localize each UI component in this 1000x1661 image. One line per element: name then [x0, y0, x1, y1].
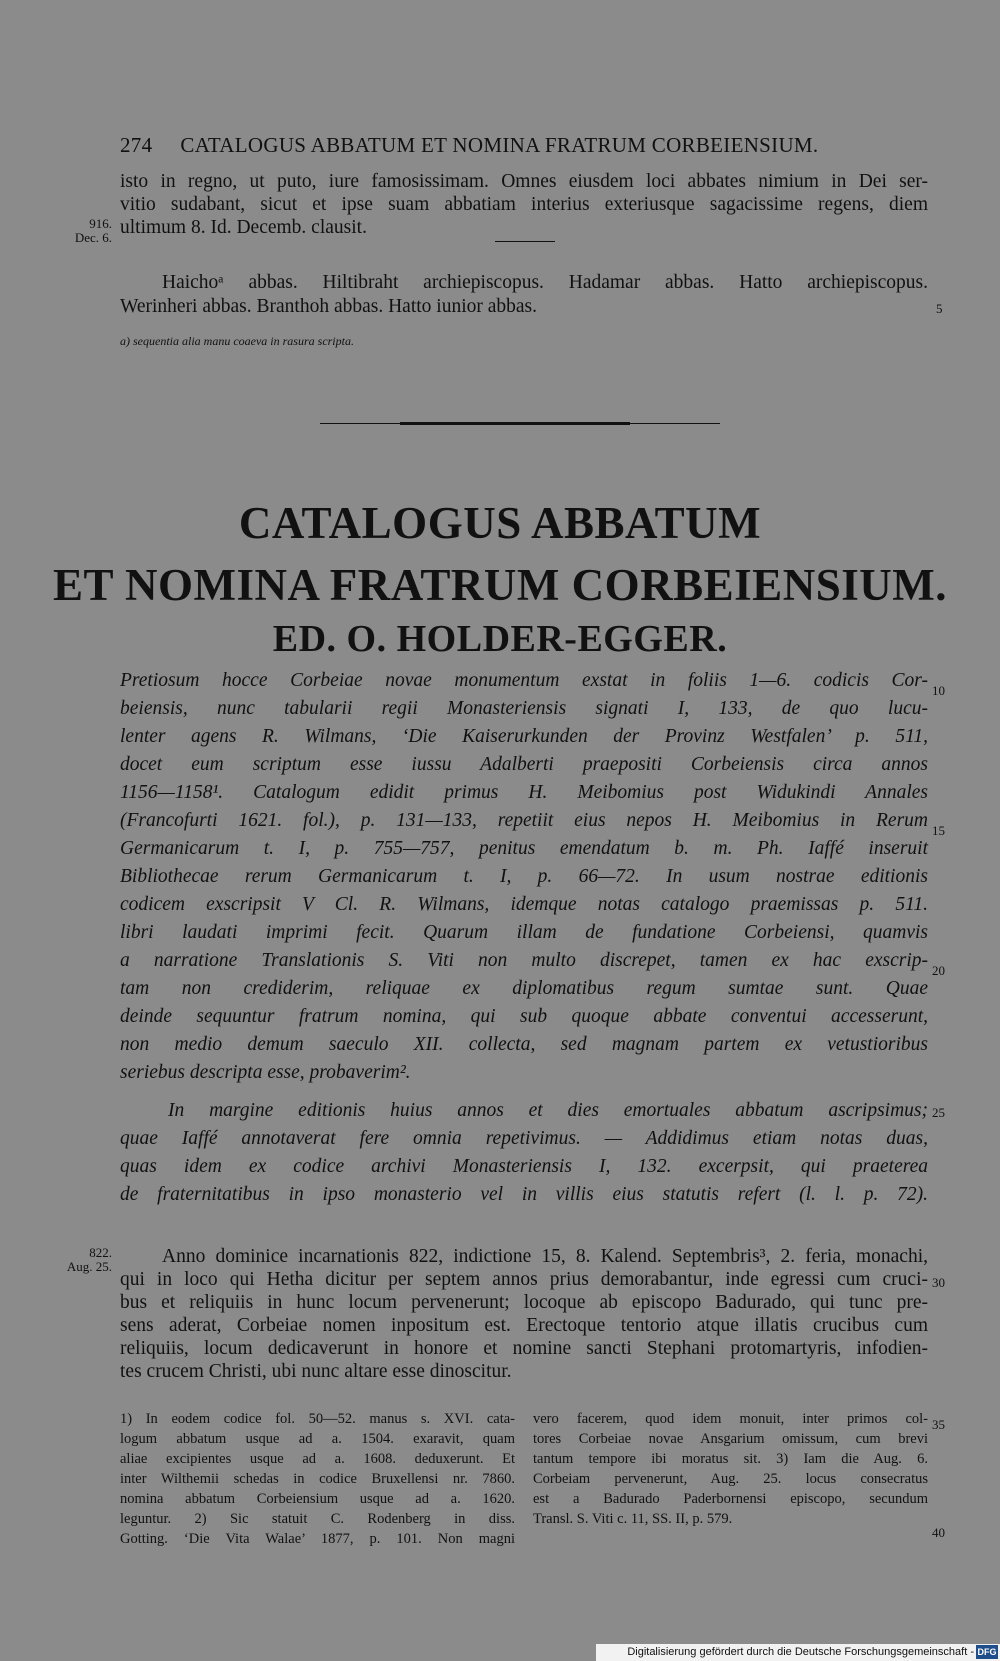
footnote-line: nomina abbatum Corbeiensium usque ad a. 1620. [120, 1491, 515, 1507]
preface-line: 1156—1158¹. Catalogum edidit primus H. Meibomius post Widukindi Annales [120, 782, 928, 803]
main-line: Anno dominice incarnationis 822, indictione 15, 8. Kalend. Septembris³, 2. feria, monachi, [162, 1246, 928, 1267]
line-number: 20 [932, 963, 945, 978]
line-number: 35 [932, 1417, 945, 1432]
footnote-line: Gotting. ‘Die Vita Walae’ 1877, p. 101. Non magni [120, 1531, 515, 1547]
footnote-line: vero facerem, quod idem monuit, inter primos col- [533, 1411, 928, 1427]
footnote-line: aliae excipientes usque ad a. 1608. deduxerunt. Et [120, 1451, 515, 1467]
main-line: reliquiis, locum dedicaverunt in honore et nomine sancti Stephani protomartyris, infodien- [120, 1338, 928, 1359]
footnote-line: 1) In eodem codice fol. 50—52. manus s. XVI. cata- [120, 1411, 515, 1427]
line-number: 15 [932, 823, 945, 838]
preface-line: non medio demum saeculo XII. collecta, sed magnam partem ex vetustioribus [120, 1034, 928, 1055]
title-rule-thick [400, 422, 630, 425]
prev-text-line: ultimum 8. Id. Decemb. clausit. [120, 217, 367, 238]
preface-line: de fraternitatibus in ipso monasterio vel in villis eius statutis refert (l. l. p. 72). [120, 1184, 928, 1205]
main-line: tes crucem Christi, ubi nunc altare esse dinoscitur. [120, 1361, 512, 1382]
footnote-line: est a Badurado Paderbornensi episcopo, secundum [533, 1491, 928, 1507]
preface-line: lenter agens R. Wilmans, ‘Die Kaiserurkunden der Provinz Westfalen’ p. 511, [120, 726, 928, 747]
main-line: qui in loco qui Hetha dicitur per septem annos prius demorabantur, inde egressi cum cruci- [120, 1269, 928, 1290]
preface-line: Pretiosum hocce Corbeiae novae monumentum exstat in foliis 1—6. codicis Cor- [120, 670, 928, 691]
margin-year: 916. [89, 216, 112, 231]
names-line: Haichoᵃ abbas. Hiltibraht archiepiscopus. Hadamar abbas. Hatto archiepiscopus. [162, 272, 928, 293]
footnote-line: inter Wilthemii schedas in codice Bruxellensi nr. 7860. [120, 1471, 515, 1487]
title-line-2: ET NOMINA FRATRUM CORBEIENSIUM. [53, 560, 947, 610]
short-rule [495, 241, 555, 242]
footer-text: Digitalisierung gefördert durch die Deutsche Forschungsgemeinschaft - [627, 1646, 974, 1658]
footnote-line: Corbeiam pervenerunt, Aug. 25. locus consecratus [533, 1471, 928, 1487]
line-number: 25 [932, 1105, 945, 1120]
title-line-1: CATALOGUS ABBATUM [238, 498, 762, 548]
margin-year: 822. [89, 1245, 112, 1260]
preface-line: a narratione Translationis S. Viti non multo discrepet, tamen ex hac exscrip- [120, 950, 928, 971]
margin-date: Aug. 25. [66, 1259, 112, 1274]
line-number: 30 [932, 1275, 945, 1290]
names-line: Werinheri abbas. Branthoh abbas. Hatto iunior abbas. [120, 296, 538, 317]
dfg-footer-banner [596, 1644, 1000, 1661]
line-number: 40 [932, 1525, 945, 1540]
footnote-line: leguntur. 2) Sic statuit C. Rodenberg in diss. [120, 1511, 515, 1527]
preface-line: In margine editionis huius annos et dies emortuales abbatum ascripsimus; [168, 1100, 928, 1121]
footnote-line: tantum tempore ibi moratus sit. 3) Iam die Aug. 6. [533, 1451, 928, 1467]
preface-line: quae Iaffé annotaverat fere omnia repetivimus. — Addidimus etiam notas duas, [120, 1128, 928, 1149]
note-a: a) sequentia alia manu coaeva in rasura scripta. [120, 334, 354, 348]
main-line: bus et reliquiis in hunc locum pervenerunt; locoque ab episcopo Badurado, qui tunc pre- [120, 1292, 928, 1313]
dfg-logo-icon: DFG [977, 1647, 997, 1657]
footnote-line: tores Corbeiae novae Ansgarium omissum, cum brevi [533, 1431, 928, 1447]
preface-line: beiensis, nunc tabularii regii Monasteriensis signati I, 133, de quo lucu- [120, 698, 928, 719]
prev-text-line: isto in regno, ut puto, iure famosissimam. Omnes eiusdem loci abbates nimium in Dei ser- [120, 171, 928, 192]
preface-line: Germanicarum t. I, p. 755—757, penitus emendatum b. m. Ph. Iaffé inseruit [120, 838, 928, 859]
prev-text-line: vitio sudabant, sicut et ipse suam abbatiam interius exteriusque sagacissime regens, diem [120, 194, 928, 215]
preface-line: docet eum scriptum esse iussu Adalberti praepositi Corbeiensis circa annos [120, 754, 928, 775]
running-head [120, 133, 880, 158]
margin-date: Dec. 6. [74, 230, 112, 245]
preface-line: (Francofurti 1621. fol.), p. 131—133, repetiit eius nepos H. Meibomius in Rerum [120, 810, 928, 831]
preface-line: codicem exscripsit V Cl. R. Wilmans, idemque notas catalogo praemissas p. 511. [120, 894, 928, 915]
preface-line: Bibliothecae rerum Germanicarum t. I, p. 66—72. In usum nostrae editionis [120, 866, 928, 887]
preface-line: deinde sequuntur fratrum nomina, qui sub quoque abbate conventui accesserunt, [120, 1006, 928, 1027]
line-number: 5 [936, 301, 943, 316]
main-line: sens aderat, Corbeiae nomen inpositum est. Erectoque tentorio atque illatis crucibus cum [120, 1315, 928, 1336]
preface-line: seriebus descripta esse, probaverim². [120, 1062, 411, 1083]
preface-line: tam non crediderim, reliquae ex diplomatibus regum sumtae sunt. Quae [120, 978, 928, 999]
running-title: CATALOGUS ABBATUM ET NOMINA FRATRUM CORBEIENSIUM. [180, 133, 819, 157]
page-number: 274 [120, 133, 153, 157]
preface-line: quas idem ex codice archivi Monasteriensis I, 132. excerpsit, qui praeterea [120, 1156, 928, 1177]
line-number: 10 [932, 683, 945, 698]
title-line-3: ED. O. HOLDER-EGGER. [272, 618, 728, 660]
footnote-line: Transl. S. Viti c. 11, SS. II, p. 579. [533, 1511, 733, 1527]
footnote-line: logum abbatum usque ad a. 1504. exaravit, quam [120, 1431, 515, 1447]
preface-line: libri laudati imprimi fecit. Quarum illam de fundatione Corbeiensi, quamvis [120, 922, 928, 943]
